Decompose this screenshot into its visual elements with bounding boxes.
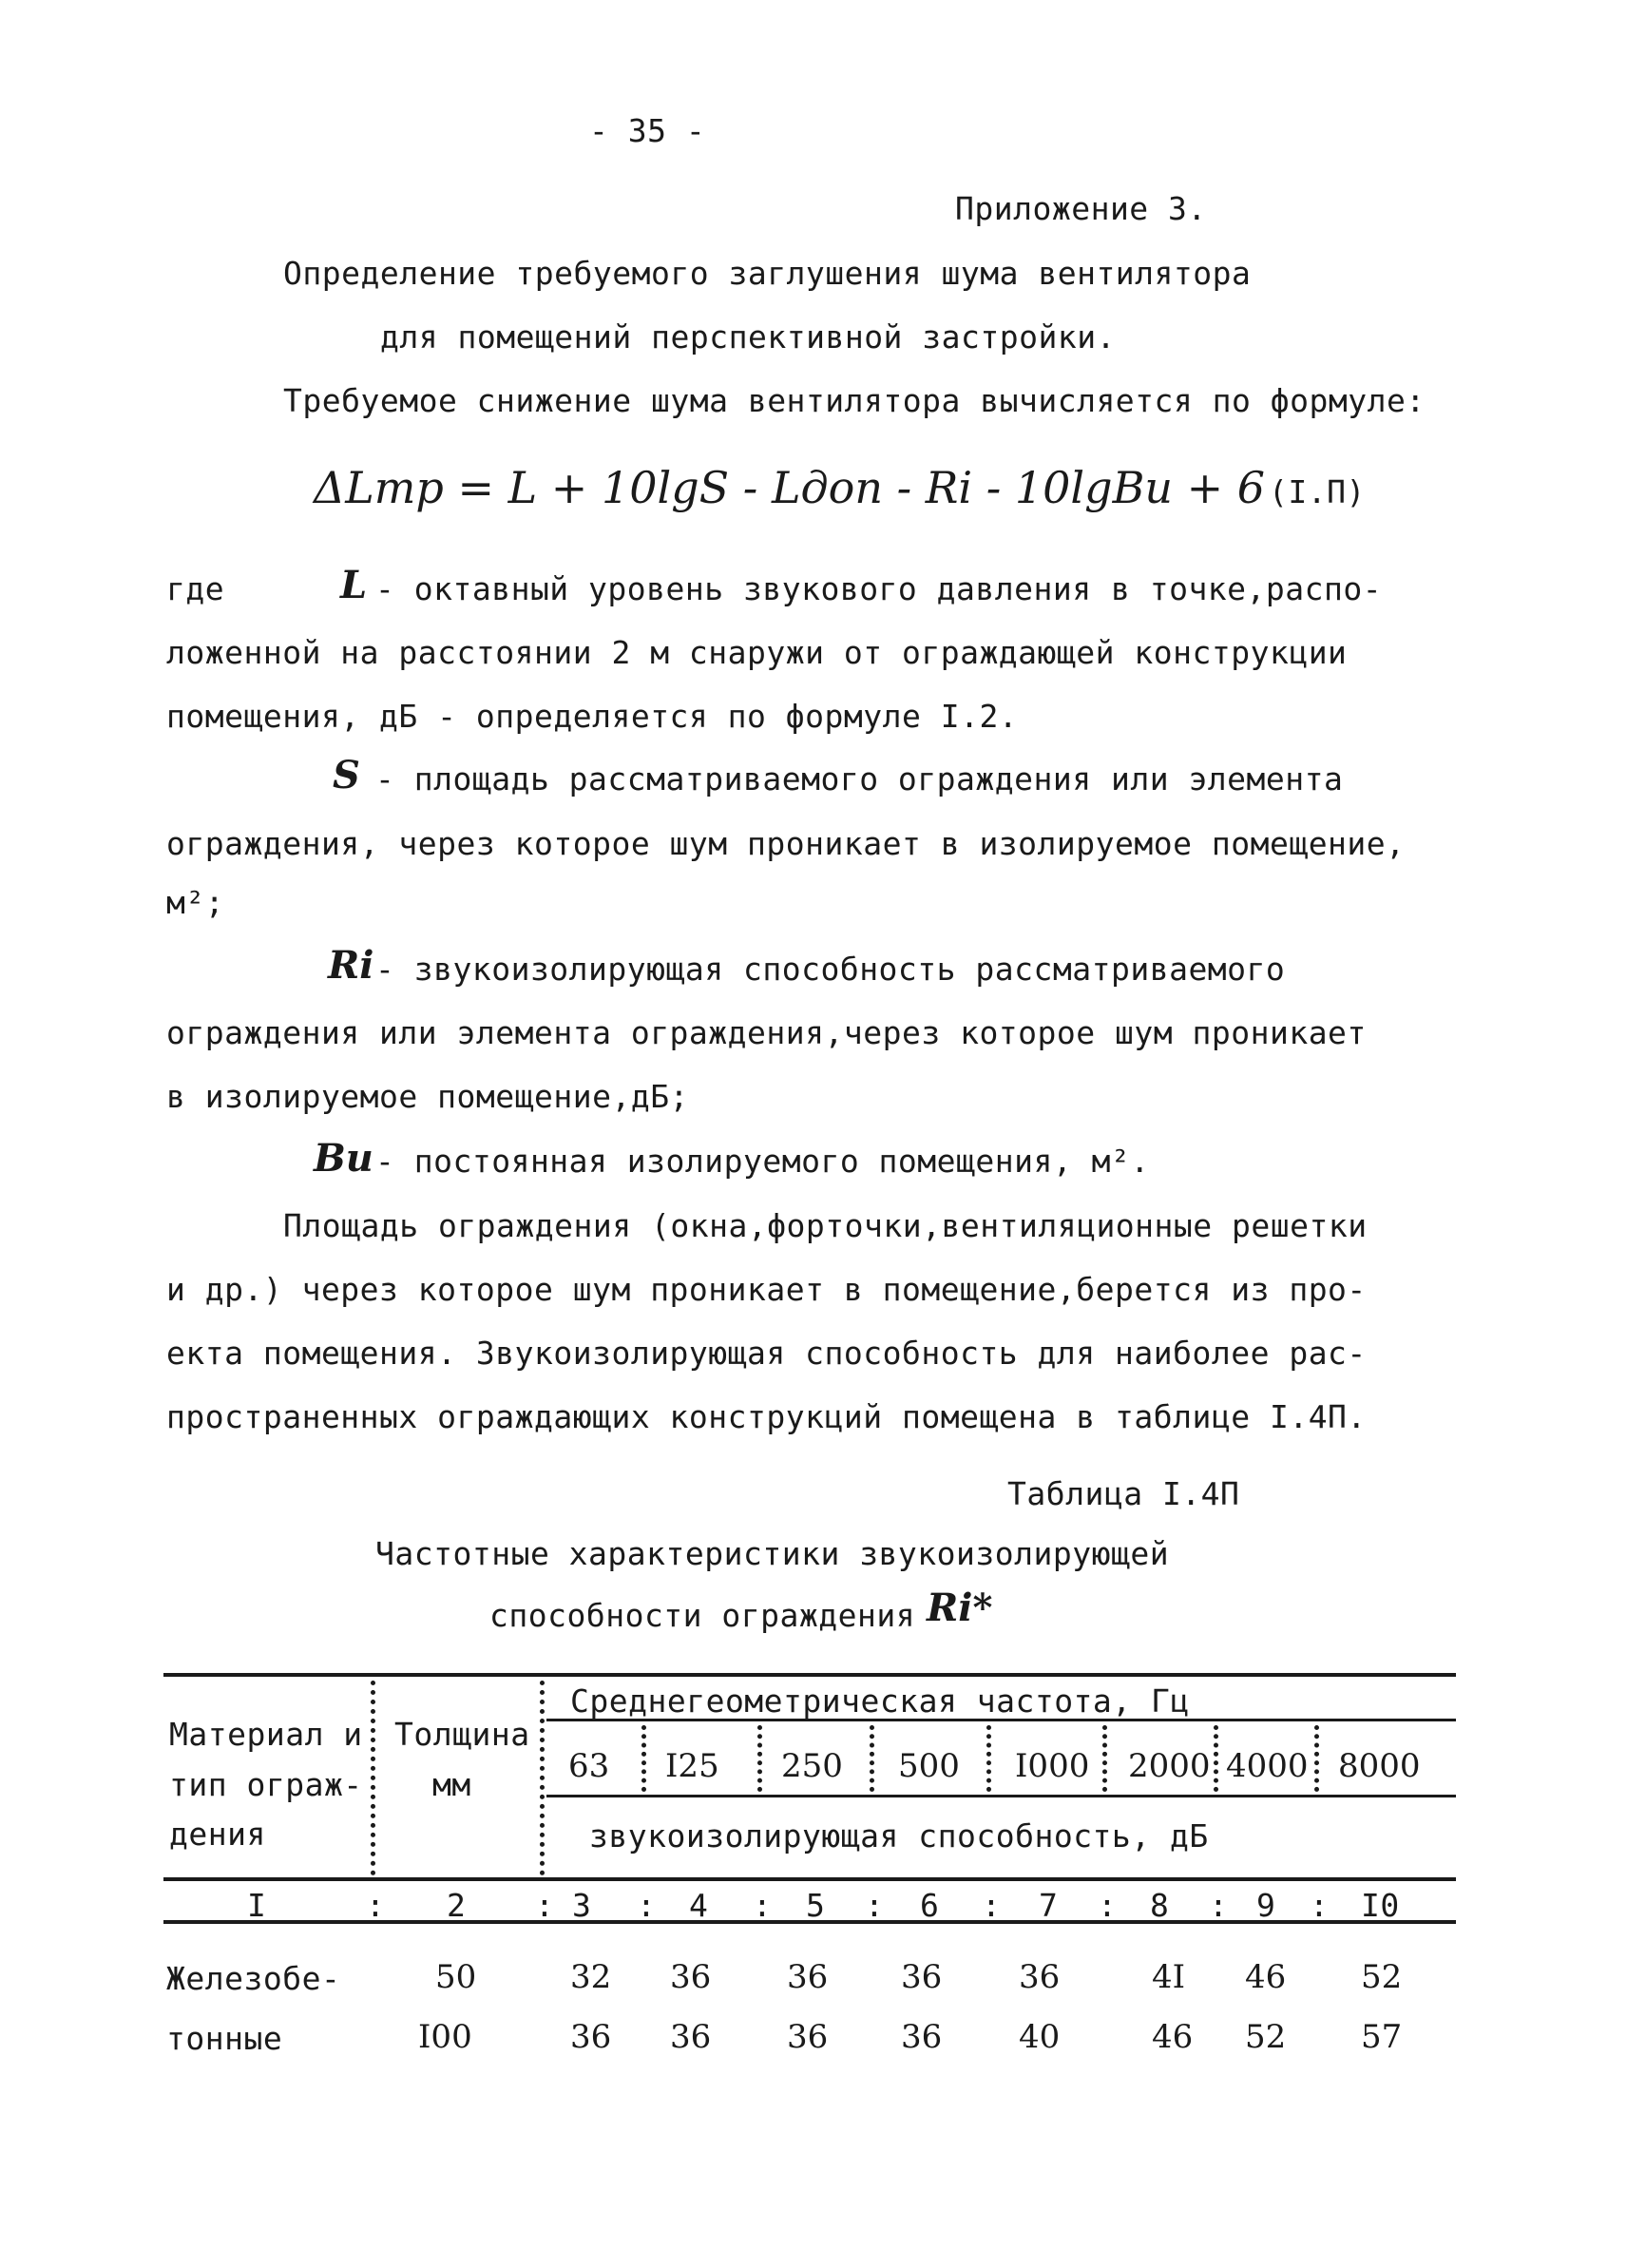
colnum-6: 6 — [920, 1887, 940, 1924]
colnum-7: 7 — [1039, 1887, 1059, 1924]
table-row-1-v8: 52 — [1361, 1958, 1403, 1996]
table-row-1-v6: 4I — [1152, 1958, 1186, 1996]
table-top-rule — [163, 1673, 1456, 1677]
freq-separator-1 — [641, 1725, 646, 1792]
header-thickness-line2: мм — [432, 1766, 471, 1803]
symbol-Ri: Ri — [328, 943, 374, 988]
colnum-10: I0 — [1361, 1887, 1400, 1924]
symbol-Bi: Bи — [314, 1136, 373, 1181]
def-Ri-line1: - звукоизолирующая способность рассматриваемого — [375, 951, 1286, 988]
colnum-sep: : — [753, 1887, 773, 1924]
header-freq-group: Среднегеометрическая частота, Гц — [570, 1682, 1190, 1720]
table-row-1-v4: 36 — [901, 1958, 943, 1996]
page-number: - 35 - — [589, 112, 706, 149]
freq-2000: 2000 — [1128, 1747, 1211, 1785]
symbol-S: S — [333, 753, 360, 798]
freq-1000: I000 — [1015, 1747, 1090, 1785]
table-row-2-v6: 46 — [1152, 2018, 1194, 2056]
def-L-line3: помещения, дБ - определяется по формуле I.2. — [166, 698, 1019, 735]
colnum-sep: : — [535, 1887, 555, 1924]
freq-4000: 4000 — [1226, 1747, 1309, 1785]
colnum-3: 3 — [572, 1887, 592, 1924]
colnum-9: 9 — [1256, 1887, 1276, 1924]
colnum-1: I — [247, 1887, 267, 1924]
table-row-2-v7: 52 — [1245, 2018, 1287, 2056]
where-label: где — [166, 570, 225, 607]
header-bottom-rule — [163, 1877, 1456, 1881]
table-title-line1: Частотные характеристики звукоизолирующей — [375, 1535, 1170, 1572]
section-title-line1: Определение требуемого заглушения шума вентилятора — [283, 255, 1252, 292]
colnum-sep: : — [865, 1887, 885, 1924]
freq-separator-4 — [986, 1725, 991, 1792]
colnum-sep: : — [1098, 1887, 1118, 1924]
header-material-line3: дения — [169, 1816, 266, 1853]
header-material-line2: тип ограж- — [169, 1766, 363, 1803]
colnum-sep: : — [1310, 1887, 1330, 1924]
table-row-1-material: Железобе- — [166, 1960, 341, 1997]
freq-separator-2 — [757, 1725, 762, 1792]
freq-separator-6 — [1214, 1725, 1218, 1792]
appendix-label: Приложение 3. — [955, 190, 1207, 227]
table-row-2-thickness: I00 — [418, 2018, 472, 2056]
table-row-1-v1: 32 — [570, 1958, 612, 1996]
table-title-line2: способности ограждения — [489, 1597, 916, 1634]
def-Ri-line3: в изолируемое помещение,дБ; — [166, 1078, 689, 1115]
def-Bi-line1: - постоянная изолируемого помещения, м². — [375, 1143, 1150, 1180]
freq-separator-7 — [1314, 1725, 1319, 1792]
freq-125: I25 — [665, 1747, 719, 1785]
colnum-sep: : — [637, 1887, 657, 1924]
header-thickness-line1: Толщина — [394, 1716, 530, 1753]
paragraph-line2: и др.) через которое шум проникает в помещение,берется из про- — [166, 1271, 1367, 1308]
colnum-4: 4 — [689, 1887, 709, 1924]
freq-row-rule — [546, 1795, 1456, 1797]
paragraph-line3: екта помещения. Звукоизолирующая способность для наиболее рас- — [166, 1335, 1367, 1372]
colnum-5: 5 — [806, 1887, 826, 1924]
freq-separator-3 — [870, 1725, 874, 1792]
freq-63: 63 — [568, 1747, 610, 1785]
table-row-1-v3: 36 — [787, 1958, 829, 1996]
def-L-line1: - октавный уровень звукового давления в точке,распо- — [375, 570, 1383, 607]
colnum-sep: : — [982, 1887, 1002, 1924]
def-Ri-line2: ограждения или элемента ограждения,через которое шум проникает — [166, 1014, 1367, 1051]
colnum-sep: : — [1209, 1887, 1229, 1924]
freq-500: 500 — [898, 1747, 960, 1785]
def-S-line2: ограждения, через которое шум проникает в изолируемое помещение, — [166, 825, 1406, 862]
table-row-2-v2: 36 — [670, 2018, 712, 2056]
freq-250: 250 — [781, 1747, 843, 1785]
table-row-1-v7: 46 — [1245, 1958, 1287, 1996]
colnum-8: 8 — [1150, 1887, 1170, 1924]
colnum-sep: : — [366, 1887, 386, 1924]
col-separator-1 — [371, 1681, 375, 1875]
table-title-symbol: Ri* — [927, 1586, 993, 1630]
def-L-line2: ложенной на расстоянии 2 м снаружи от ограждающей конструкции — [166, 634, 1348, 671]
section-title-line2: для помещений перспективной застройки. — [380, 318, 1116, 356]
table-row-1-thickness: 50 — [435, 1958, 477, 1996]
paragraph-line1: Площадь ограждения (окна,форточки,вентиляционные решетки — [283, 1207, 1368, 1244]
col-separator-2 — [540, 1681, 545, 1875]
header-material-line1: Материал и — [169, 1716, 363, 1753]
table-row-1-v5: 36 — [1019, 1958, 1061, 1996]
freq-separator-5 — [1102, 1725, 1107, 1792]
formula: ΔLтр = L + 10lgS - Lдоп - Ri - 10lgBи + 6 — [314, 462, 1266, 513]
def-S-line3: м²; — [166, 884, 225, 921]
table-label: Таблица I.4П — [1007, 1475, 1240, 1512]
header-subheader: звукоизолирующая способность, дБ — [589, 1817, 1209, 1855]
table-row-2-v5: 40 — [1019, 2018, 1061, 2056]
def-S-line1: - площадь рассматриваемого ограждения или элемента — [375, 760, 1344, 798]
table-row-2-v3: 36 — [787, 2018, 829, 2056]
table-row-2-v8: 57 — [1361, 2018, 1403, 2056]
paragraph-line4: пространенных ограждающих конструкций помещена в таблице I.4П. — [166, 1398, 1367, 1435]
table-row-2-v4: 36 — [901, 2018, 943, 2056]
table-row-2-material: тонные — [166, 2020, 283, 2057]
table-row-1-v2: 36 — [670, 1958, 712, 1996]
colnum-2: 2 — [447, 1887, 467, 1924]
intro-text: Требуемое снижение шума вентилятора вычисляется по формуле: — [283, 382, 1426, 419]
table-row-2-v1: 36 — [570, 2018, 612, 2056]
freq-8000: 8000 — [1338, 1747, 1421, 1785]
symbol-L: L — [340, 563, 368, 607]
formula-number: (I.П) — [1269, 473, 1366, 510]
